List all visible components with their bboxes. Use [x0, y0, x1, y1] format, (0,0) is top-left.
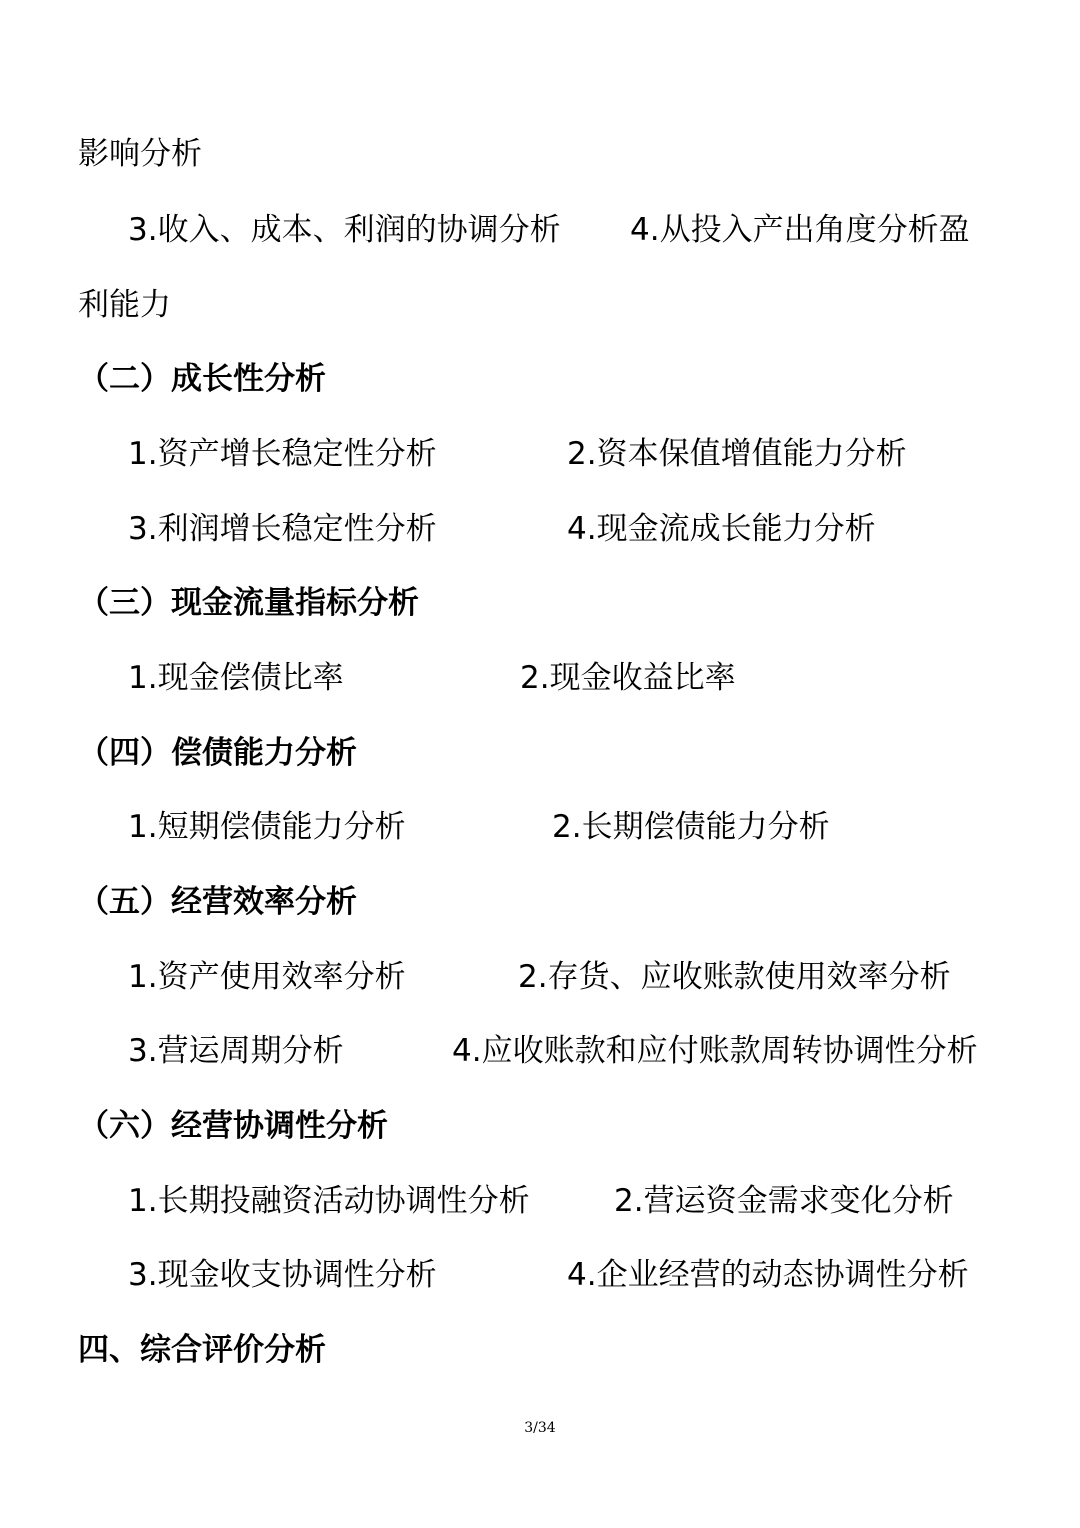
list-item: 3.现金收支协调性分析 [128, 1257, 437, 1293]
text-line: 影响分析 [78, 136, 202, 172]
page-number: 3/34 [524, 1420, 556, 1436]
section-heading: （三）现金流量指标分析 [78, 585, 419, 621]
list-item: 2.存货、应收账款使用效率分析 [518, 959, 951, 995]
text-line: 利能力 [78, 287, 171, 323]
list-item: 1.资产使用效率分析 [128, 959, 406, 995]
list-item: 2.现金收益比率 [520, 660, 736, 696]
list-item: 4.从投入产出角度分析盈 [630, 212, 970, 248]
list-item: 3.利润增长稳定性分析 [128, 511, 437, 547]
list-item: 4.现金流成长能力分析 [567, 511, 876, 547]
section-heading: （四）偿债能力分析 [78, 735, 357, 771]
list-item: 1.短期偿债能力分析 [128, 809, 406, 845]
list-item: 3.收入、成本、利润的协调分析 [128, 212, 561, 248]
list-item: 2.长期偿债能力分析 [552, 809, 830, 845]
section-heading: （五）经营效率分析 [78, 884, 357, 920]
section-heading: （二）成长性分析 [78, 361, 326, 397]
list-item: 4.企业经营的动态协调性分析 [567, 1257, 969, 1293]
list-item: 2.营运资金需求变化分析 [614, 1183, 954, 1219]
list-item: 2.资本保值增值能力分析 [567, 436, 907, 472]
list-item: 4.应收账款和应付账款周转协调性分析 [452, 1033, 978, 1069]
list-item: 1.现金偿债比率 [128, 660, 344, 696]
section-heading: （六）经营协调性分析 [78, 1108, 388, 1144]
list-item: 1.资产增长稳定性分析 [128, 436, 437, 472]
main-heading: 四、综合评价分析 [78, 1332, 326, 1368]
list-item: 3.营运周期分析 [128, 1033, 344, 1069]
list-item: 1.长期投融资活动协调性分析 [128, 1183, 530, 1219]
